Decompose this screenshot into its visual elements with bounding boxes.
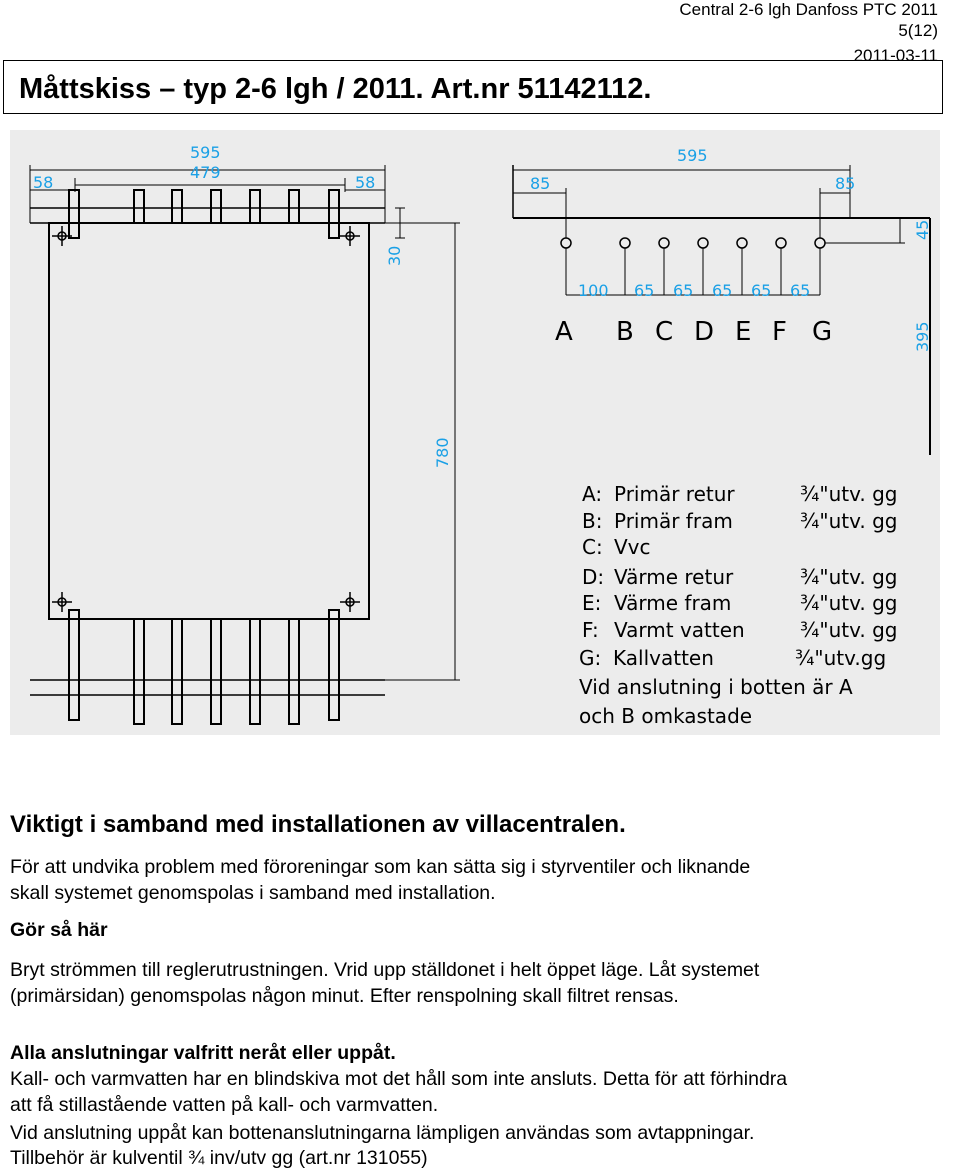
connection-letter: G: [812, 317, 833, 347]
section-title: Viktigt i samband med installationen av villacentralen.: [10, 811, 626, 838]
connection-letter: B: [616, 317, 634, 347]
dimension-drawing: [0, 130, 960, 740]
instruction-text: Bryt strömmen till reglerutrustningen. Vrid upp ställdonet i helt öppet läge. Låt systemet: [10, 959, 760, 981]
dim-total-width: 595: [190, 143, 221, 162]
dim-side-height: 395: [913, 321, 932, 352]
legend-name: Kallvatten: [613, 646, 714, 670]
connections-text: att få stillastående vatten på kall- och varmvatten.: [10, 1094, 439, 1116]
dim-side-right: 85: [835, 174, 856, 193]
connections-heading: Alla anslutningar valfritt neråt eller uppåt.: [10, 1042, 396, 1064]
document-title: Central 2-6 lgh Danfoss PTC 2011: [679, 0, 938, 19]
connection-letter: F: [772, 317, 787, 347]
page-title: Måttskiss – typ 2-6 lgh / 2011. Art.nr 51142112.: [19, 73, 652, 105]
connection-letter: A: [555, 317, 573, 347]
dim-height: 780: [433, 437, 452, 468]
accessory-text: Tillbehör är kulventil ¾ inv/utv gg (art.nr 131055): [10, 1147, 428, 1169]
document-date: 2011-03-11: [853, 46, 938, 65]
connection-letter: E: [735, 317, 752, 347]
intro-text: För att undvika problem med föroreningar som kan sätta sig i styrventiler och liknande: [10, 856, 751, 878]
legend-name: Vvc: [614, 535, 651, 559]
dim-spacing: 65: [634, 281, 655, 300]
intro-text: skall systemet genomspolas i samband med installation.: [10, 882, 496, 904]
legend-key: A:: [582, 482, 603, 506]
dim-left-offset: 58: [33, 173, 54, 192]
legend-size: ¾"utv. gg: [800, 591, 898, 615]
page-number: 5(12): [898, 21, 938, 40]
dim-spacing: 65: [751, 281, 772, 300]
legend-key: D:: [582, 565, 605, 589]
legend-name: Varmt vatten: [614, 618, 745, 642]
legend-size: ¾"utv. gg: [800, 618, 898, 642]
legend-key: F:: [582, 618, 599, 642]
legend-key: G:: [579, 646, 602, 670]
dim-inner-width: 479: [190, 163, 221, 182]
title-box: [3, 60, 943, 114]
howto-heading: Gör så här: [10, 919, 108, 941]
legend-note: Vid anslutning i botten är A: [579, 675, 853, 699]
legend-size: ¾"utv. gg: [800, 482, 898, 506]
legend-key: B:: [582, 509, 603, 533]
dim-side-left: 85: [530, 174, 551, 193]
legend-name: Primär retur: [614, 482, 735, 506]
dim-top-offset: 30: [385, 245, 404, 266]
dim-spacing: 65: [712, 281, 733, 300]
connection-letter: C: [655, 317, 674, 347]
legend-name: Primär fram: [614, 509, 733, 533]
dim-side-top: 45: [913, 219, 932, 240]
legend-key: C:: [582, 535, 603, 559]
dim-side-width: 595: [677, 146, 708, 165]
connections-text: Vid anslutning uppåt kan bottenanslutningarna lämpligen användas som avtappningar.: [10, 1122, 755, 1144]
legend-key: E:: [582, 591, 602, 615]
instruction-text: (primärsidan) genomspolas någon minut. Efter renspolning skall filtret rensas.: [10, 985, 679, 1007]
connections-text: Kall- och varmvatten har en blindskiva mot det håll som inte ansluts. Detta för att förhindra: [10, 1068, 788, 1090]
legend-name: Värme fram: [614, 591, 732, 615]
legend-size: ¾"utv. gg: [800, 509, 898, 533]
dim-spacing: 65: [673, 281, 694, 300]
legend-size: ¾"utv. gg: [800, 565, 898, 589]
drawing-background: [10, 130, 940, 735]
dim-right-offset: 58: [355, 173, 376, 192]
dim-spacing: 100: [578, 281, 609, 300]
legend-note: och B omkastade: [579, 704, 753, 728]
legend-name: Värme retur: [614, 565, 734, 589]
legend-size: ¾"utv.gg: [795, 646, 887, 670]
connection-letter: D: [694, 317, 715, 347]
dim-spacing: 65: [790, 281, 811, 300]
